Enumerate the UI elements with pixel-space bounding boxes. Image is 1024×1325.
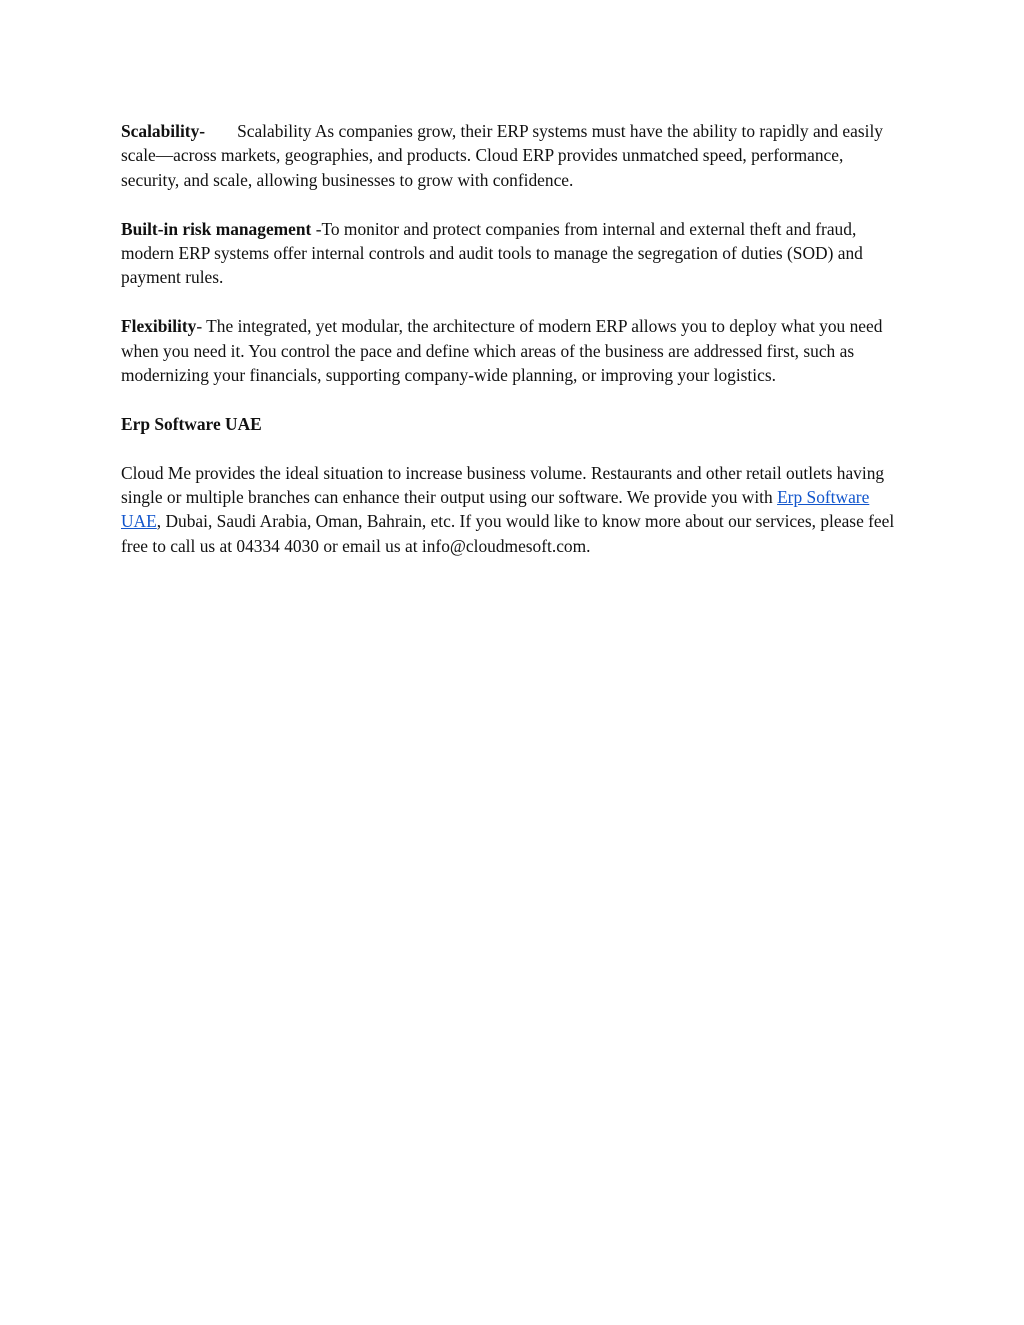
document-body bbox=[121, 119, 903, 583]
scalability-text: Scalability As companies grow, their ERP systems must have the ability to rapidly and easily scale—across markets, geographies, and products. Cloud ERP provides unmatched speed, performance, security, and scale, allowing businesses to grow with confidence. bbox=[121, 121, 883, 190]
risk-management-heading: Built-in risk management bbox=[121, 218, 312, 239]
flexibility-text: - The integrated, yet modular, the architecture of modern ERP allows you to deploy what you need when you need it. You control the pace and define which areas of the business are addressed first, such as modernizing your financials, supporting company-wide planning, or improving your logistics. bbox=[121, 316, 883, 386]
risk-management-text: -To monitor and protect companies from internal and external theft and fraud, modern ERP systems offer internal controls and audit tools to manage the segregation of duties (SOD) and payment rules. bbox=[121, 218, 863, 288]
closing-text-after: , Dubai, Saudi Arabia, Oman, Bahrain, etc. If you would like to know more about our services, please feel free to call us at 04334 4030 or email us at info@cloudmesoft.com. bbox=[121, 511, 895, 556]
risk-management-paragraph bbox=[121, 217, 903, 290]
flexibility-heading: Flexibility bbox=[121, 316, 197, 337]
erp-software-uae-link[interactable]: Erp Software UAE bbox=[121, 487, 870, 532]
section-heading-paragraph bbox=[121, 412, 903, 436]
flexibility-paragraph bbox=[121, 314, 903, 387]
scalability-paragraph bbox=[121, 119, 903, 192]
closing-paragraph bbox=[121, 461, 903, 559]
scalability-heading: Scalability- bbox=[121, 121, 206, 141]
closing-text-before: Cloud Me provides the ideal situation to increase business volume. Restaurants and other retail outlets having single or multiple branches can enhance their output using our software. We provide you with bbox=[121, 462, 885, 508]
section-heading: Erp Software UAE bbox=[121, 413, 262, 434]
